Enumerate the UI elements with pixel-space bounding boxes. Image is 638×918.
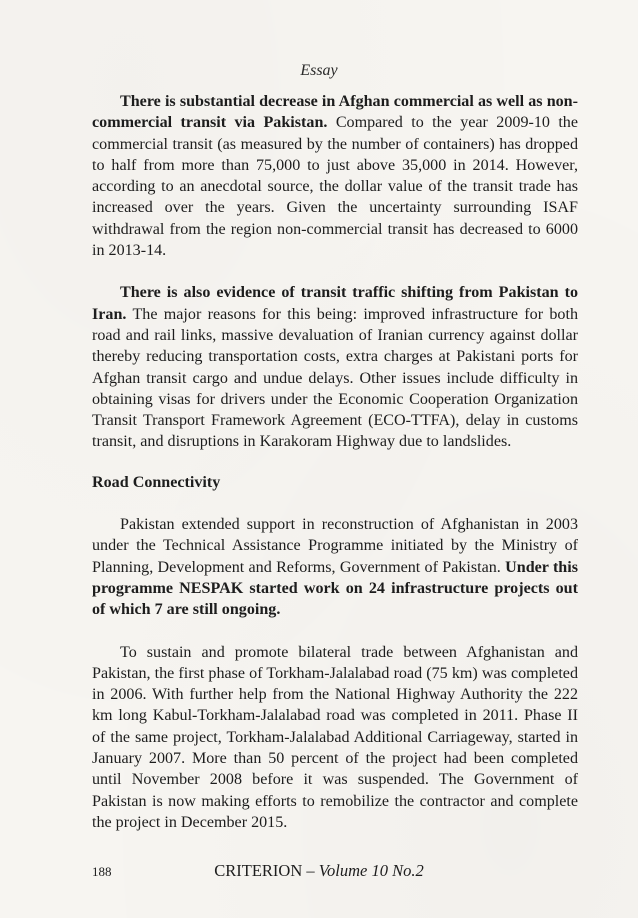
paragraph-reconstruction-support	[92, 514, 578, 620]
paragraph-afghan-transit	[92, 91, 578, 261]
journal-volume: Volume 10 No.2	[318, 861, 424, 880]
paragraph-lead-bold: There is substantial decrease in Afghan commercial as well as non-commercial transit via Pakistan.	[92, 93, 578, 132]
running-header: Essay	[300, 62, 338, 79]
paragraph-body: Compared to the year 2009-10 the commercial transit (as measured by the number of containers) has dropped to half from more than 75,000 to just above 35,000 in 2014. However, according to an anecdotal source, the dollar value of the transit trade has increased over the years. Given the uncertainty surrounding ISAF withdrawal from the region non-commercial transit has decreased to 6000 in 2013-14.	[92, 114, 578, 260]
paragraph-torkham-jalalabad-road	[92, 642, 578, 834]
article-body	[92, 91, 578, 833]
page-number: 188	[92, 864, 112, 879]
paragraph-transit-shift-iran	[92, 282, 578, 452]
paragraph-lead-bold: There is also evidence of transit traffic shifting from Pakistan to Iran.	[92, 284, 578, 323]
paragraph-bold-statement: Under this programme NESPAK started work on 24 infrastructure projects out of which 7 are still ongoing.	[92, 558, 578, 619]
section-heading-road-connectivity: Road Connectivity	[92, 473, 221, 491]
paragraph-body: Pakistan extended support in reconstruction of Afghanistan in 2003 under the Technical Assistance Programme initiated by the Ministry of Planning, Development and Reforms, Government of Pakistan.	[92, 516, 578, 576]
journal-name: CRITERION –	[214, 861, 319, 880]
paragraph-body: To sustain and promote bilateral trade between Afghanistan and Pakistan, the first phase of Torkham-Jalalabad road (75 km) was completed in 2006. With further help from the National Highway Authority the 222 km long Kabul-Torkham-Jalalabad road was completed in 2011. Phase II of the same project, Torkham-Jalalabad Additional Carriageway, started in January 2007. More than 50 percent of the project had been completed until November 2008 before it was suspended. The Government of Pakistan is now making efforts to remobilize the contractor and complete the project in December 2015.	[92, 643, 578, 831]
journal-citation	[0, 861, 638, 881]
paragraph-body: The major reasons for this being: improved infrastructure for both road and rail links, massive devaluation of Iranian currency against dollar thereby reducing transportation costs, extra charges at Pakistani ports for Afghan transit cargo and undue delays. Other issues include difficulty in obtaining visas for drivers under the Economic Cooperation Organization Transit Transport Framework Agreement (ECO-TTFA), delay in customs transit, and disruptions in Karakoram Highway due to landslides.	[92, 305, 578, 451]
